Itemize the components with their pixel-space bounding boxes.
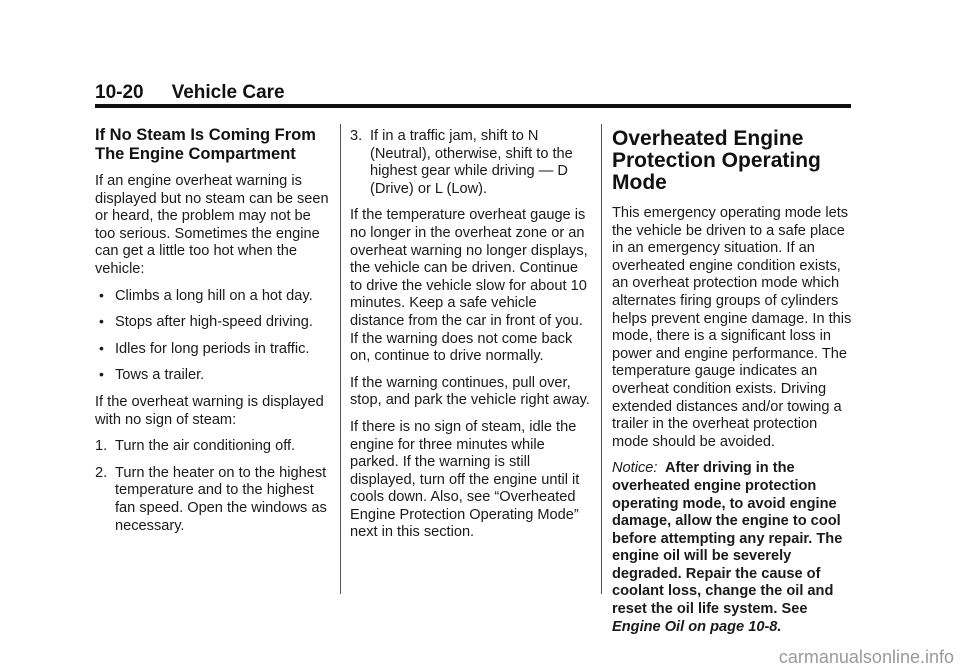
step-text: Turn the air conditioning off. xyxy=(115,438,296,455)
step-number: 1. xyxy=(95,438,108,455)
paragraph: This emergency operating mode lets the vehicle be driven to a safe place in an emergency situation. If an overheated engine condition exists, an overheat protection mode which alternates firing groups of cylinders helps prevent engine damage. In this mode, there is a significant loss in power and engine performance. The temperature gauge indicates an overheat condition exists. Driving extended distances and/or towing a trailer in the overheat protection mode should be avoided. xyxy=(612,205,852,450)
list-item: • Idles for long periods in traffic. xyxy=(95,341,330,359)
steps-intro: If the overheat warning is displayed with no sign of steam: xyxy=(95,393,324,428)
section-heading: Overheated Engine Protection Operating Mode xyxy=(612,127,821,194)
step-text: If in a traffic jam, shift to N (Neutral), otherwise, shift to the highest gear while driving — D (Drive) or L (Low). xyxy=(370,128,573,197)
paragraph: If the temperature overheat gauge is no longer in the overheat zone or an overheat warning no longer displays, the vehicle can be driven. Continue to drive the vehicle slow for about 10 minutes. Keep a safe vehicle distance from the car in front of you. If the warning does not come back on, continue to drive normally. xyxy=(350,207,588,365)
header-rule xyxy=(95,104,851,108)
notice-text: After driving in the overheated engine protection operating mode, to avoid engine damage, allow the engine to cool before attempting any repair. The engine oil will be severely degraded. Repair the cause of coolant loss, change the oil and reset the oil life system. See xyxy=(612,460,843,618)
column-3 xyxy=(612,128,856,645)
intro-paragraph: If an engine overheat warning is displayed but no steam can be seen or heard, the problem may not be too serious. Sometimes the engine can get a little too hot when the vehicle: xyxy=(95,173,329,277)
step-text: Turn the heater on to the highest temperature and to the highest fan speed. Open the windows as necessary. xyxy=(115,464,327,534)
notice-block xyxy=(612,460,856,636)
watermark: carmanualsonline.info xyxy=(778,647,954,667)
column-divider-1 xyxy=(340,124,341,594)
condition-list xyxy=(95,288,330,385)
steps-list-continued xyxy=(350,128,590,198)
subsection-heading: If No Steam Is Coming From The Engine Compartment xyxy=(95,126,316,163)
step-number: 2. xyxy=(95,464,108,481)
notice-label: Notice: xyxy=(612,460,658,477)
step-item xyxy=(350,128,590,198)
step-number: 3. xyxy=(350,128,363,144)
list-item: • Climbs a long hill on a hot day. xyxy=(95,288,330,306)
page-number: 10-20 xyxy=(95,82,144,103)
paragraph: If the warning continues, pull over, stop, and park the vehicle right away. xyxy=(350,374,590,409)
page-header xyxy=(95,82,285,104)
column-1 xyxy=(95,126,330,544)
cross-reference-link[interactable]: Engine Oil on page 10‑8. xyxy=(612,618,782,635)
step-item xyxy=(95,438,330,456)
section-title: Vehicle Care xyxy=(171,82,285,103)
column-2 xyxy=(350,128,590,551)
list-item: • Tows a trailer. xyxy=(95,367,330,385)
column-divider-2 xyxy=(601,124,602,594)
steps-list xyxy=(95,438,330,535)
step-item xyxy=(95,465,330,535)
paragraph: If there is no sign of steam, idle the engine for three minutes while parked. If the warning is still displayed, turn off the engine until it cools down. Also, see “Overheated Engine Protection Operating Mode” next in this section. xyxy=(350,418,580,541)
list-item: • Stops after high-speed driving. xyxy=(95,314,330,332)
